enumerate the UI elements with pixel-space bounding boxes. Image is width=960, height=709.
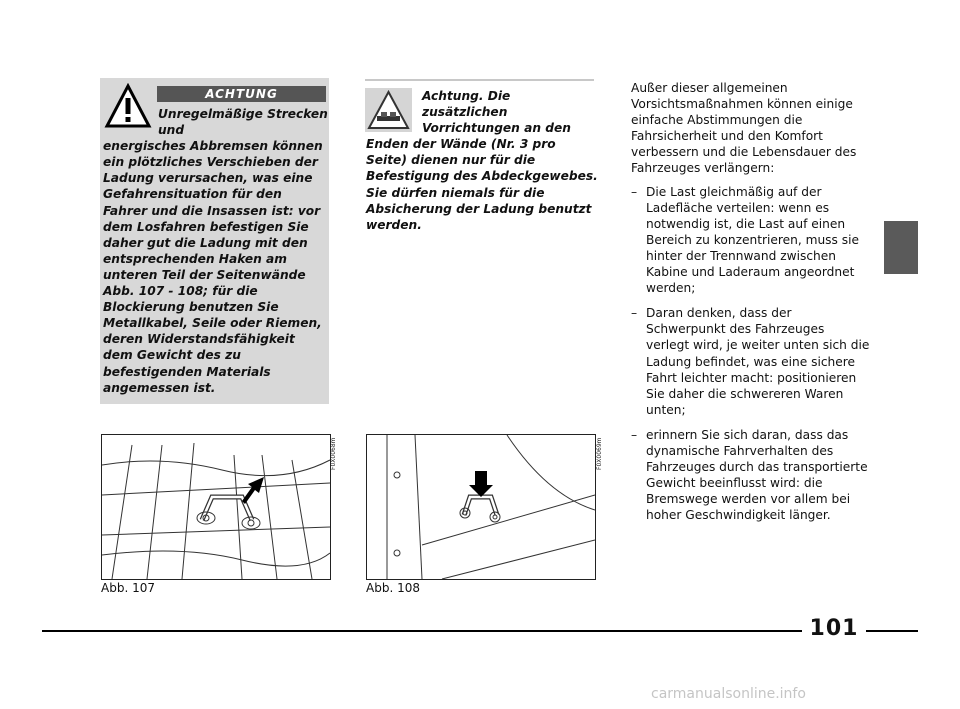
caution-text-body: Enden der Wände (Nr. 3 pro Seite) dienen nur für die Befestigung des Abdeckgewebes. Sie dürfen niemals für die Absicherung der Ladung benutzt werden. (366, 137, 598, 232)
caution-text-lead: Achtung. Die zusätzlichen Vorrichtungen an den (422, 89, 571, 136)
side-wall-hook-illustration (367, 435, 595, 579)
list-item: – erinnern Sie sich daran, dass das dynamische Fahrverhalten des Fahrzeuges durch das transportierte Gewicht beeinflusst wird: die Bremswege werden vor allem bei hoher Geschwindigkeit länger. (631, 427, 868, 523)
warning-text-lead: Unregelmäßige Strecken und (158, 107, 328, 138)
footer-rule-left (42, 630, 802, 632)
warning-text-body: energisches Abbremsen können ein plötzliches Verschieben der Ladung verursachen, was eine Gefahrensituation für den Fahrer und die Insassen ist: vor dem Losfahren befestigen Sie daher gut die Ladung mit den entsprechenden Haken am unteren Teil der Seitenwände Abb. 107 - 108; für die Blockierung benutzen Sie Metallkabel, Seile oder Riemen, deren Widerstandsfähigkeit dem Gewicht des zu befestigenden Materials angemessen ist. (103, 139, 323, 395)
figure-108 (366, 434, 596, 580)
cargo-hook-illustration (102, 435, 330, 579)
warning-text (103, 106, 328, 396)
figure-caption: Abb. 108 (366, 581, 420, 595)
watermark: carmanualsonline.info (651, 686, 806, 702)
figure-code: F0X0069m (596, 437, 603, 470)
warning-badge: ACHTUNG (157, 86, 326, 102)
list-dash: – (631, 427, 638, 442)
figure-caption: Abb. 107 (101, 581, 155, 595)
list-item: – Die Last gleichmäßig auf der Ladefläche verteilen: wenn es notwendig ist, die Last auf einen Bereich zu konzentrieren, muss sie hinter der Trennwand zwischen Kabine und Laderaum angeordnet werden; (631, 184, 859, 296)
page-number: 101 (809, 616, 859, 641)
tips-list (631, 184, 871, 524)
caution-rule (365, 79, 594, 81)
footer-rule-right (866, 630, 918, 632)
figure-107 (101, 434, 331, 580)
chapter-tab (884, 221, 918, 274)
caution-text (366, 88, 598, 233)
intro-paragraph: Außer dieser allgemeinen Vorsichtsmaßnahmen können einige einfache Abstimmungen die Fahrsicherheit und den Komfort verbessern und die Lebensdauer des Fahrzeuges verlängern: (631, 81, 857, 176)
list-dash: – (631, 184, 638, 199)
list-item: – Daran denken, dass der Schwerpunkt des Fahrzeuges verlegt wird, je weiter unten sich die Ladung befindet, was eine sichere Fahrt leichter macht: positionieren Sie daher die schwereren Waren unten; (631, 306, 870, 417)
body-text (631, 80, 871, 532)
figure-code: F0X0068m (330, 437, 337, 470)
list-dash: – (631, 306, 638, 321)
